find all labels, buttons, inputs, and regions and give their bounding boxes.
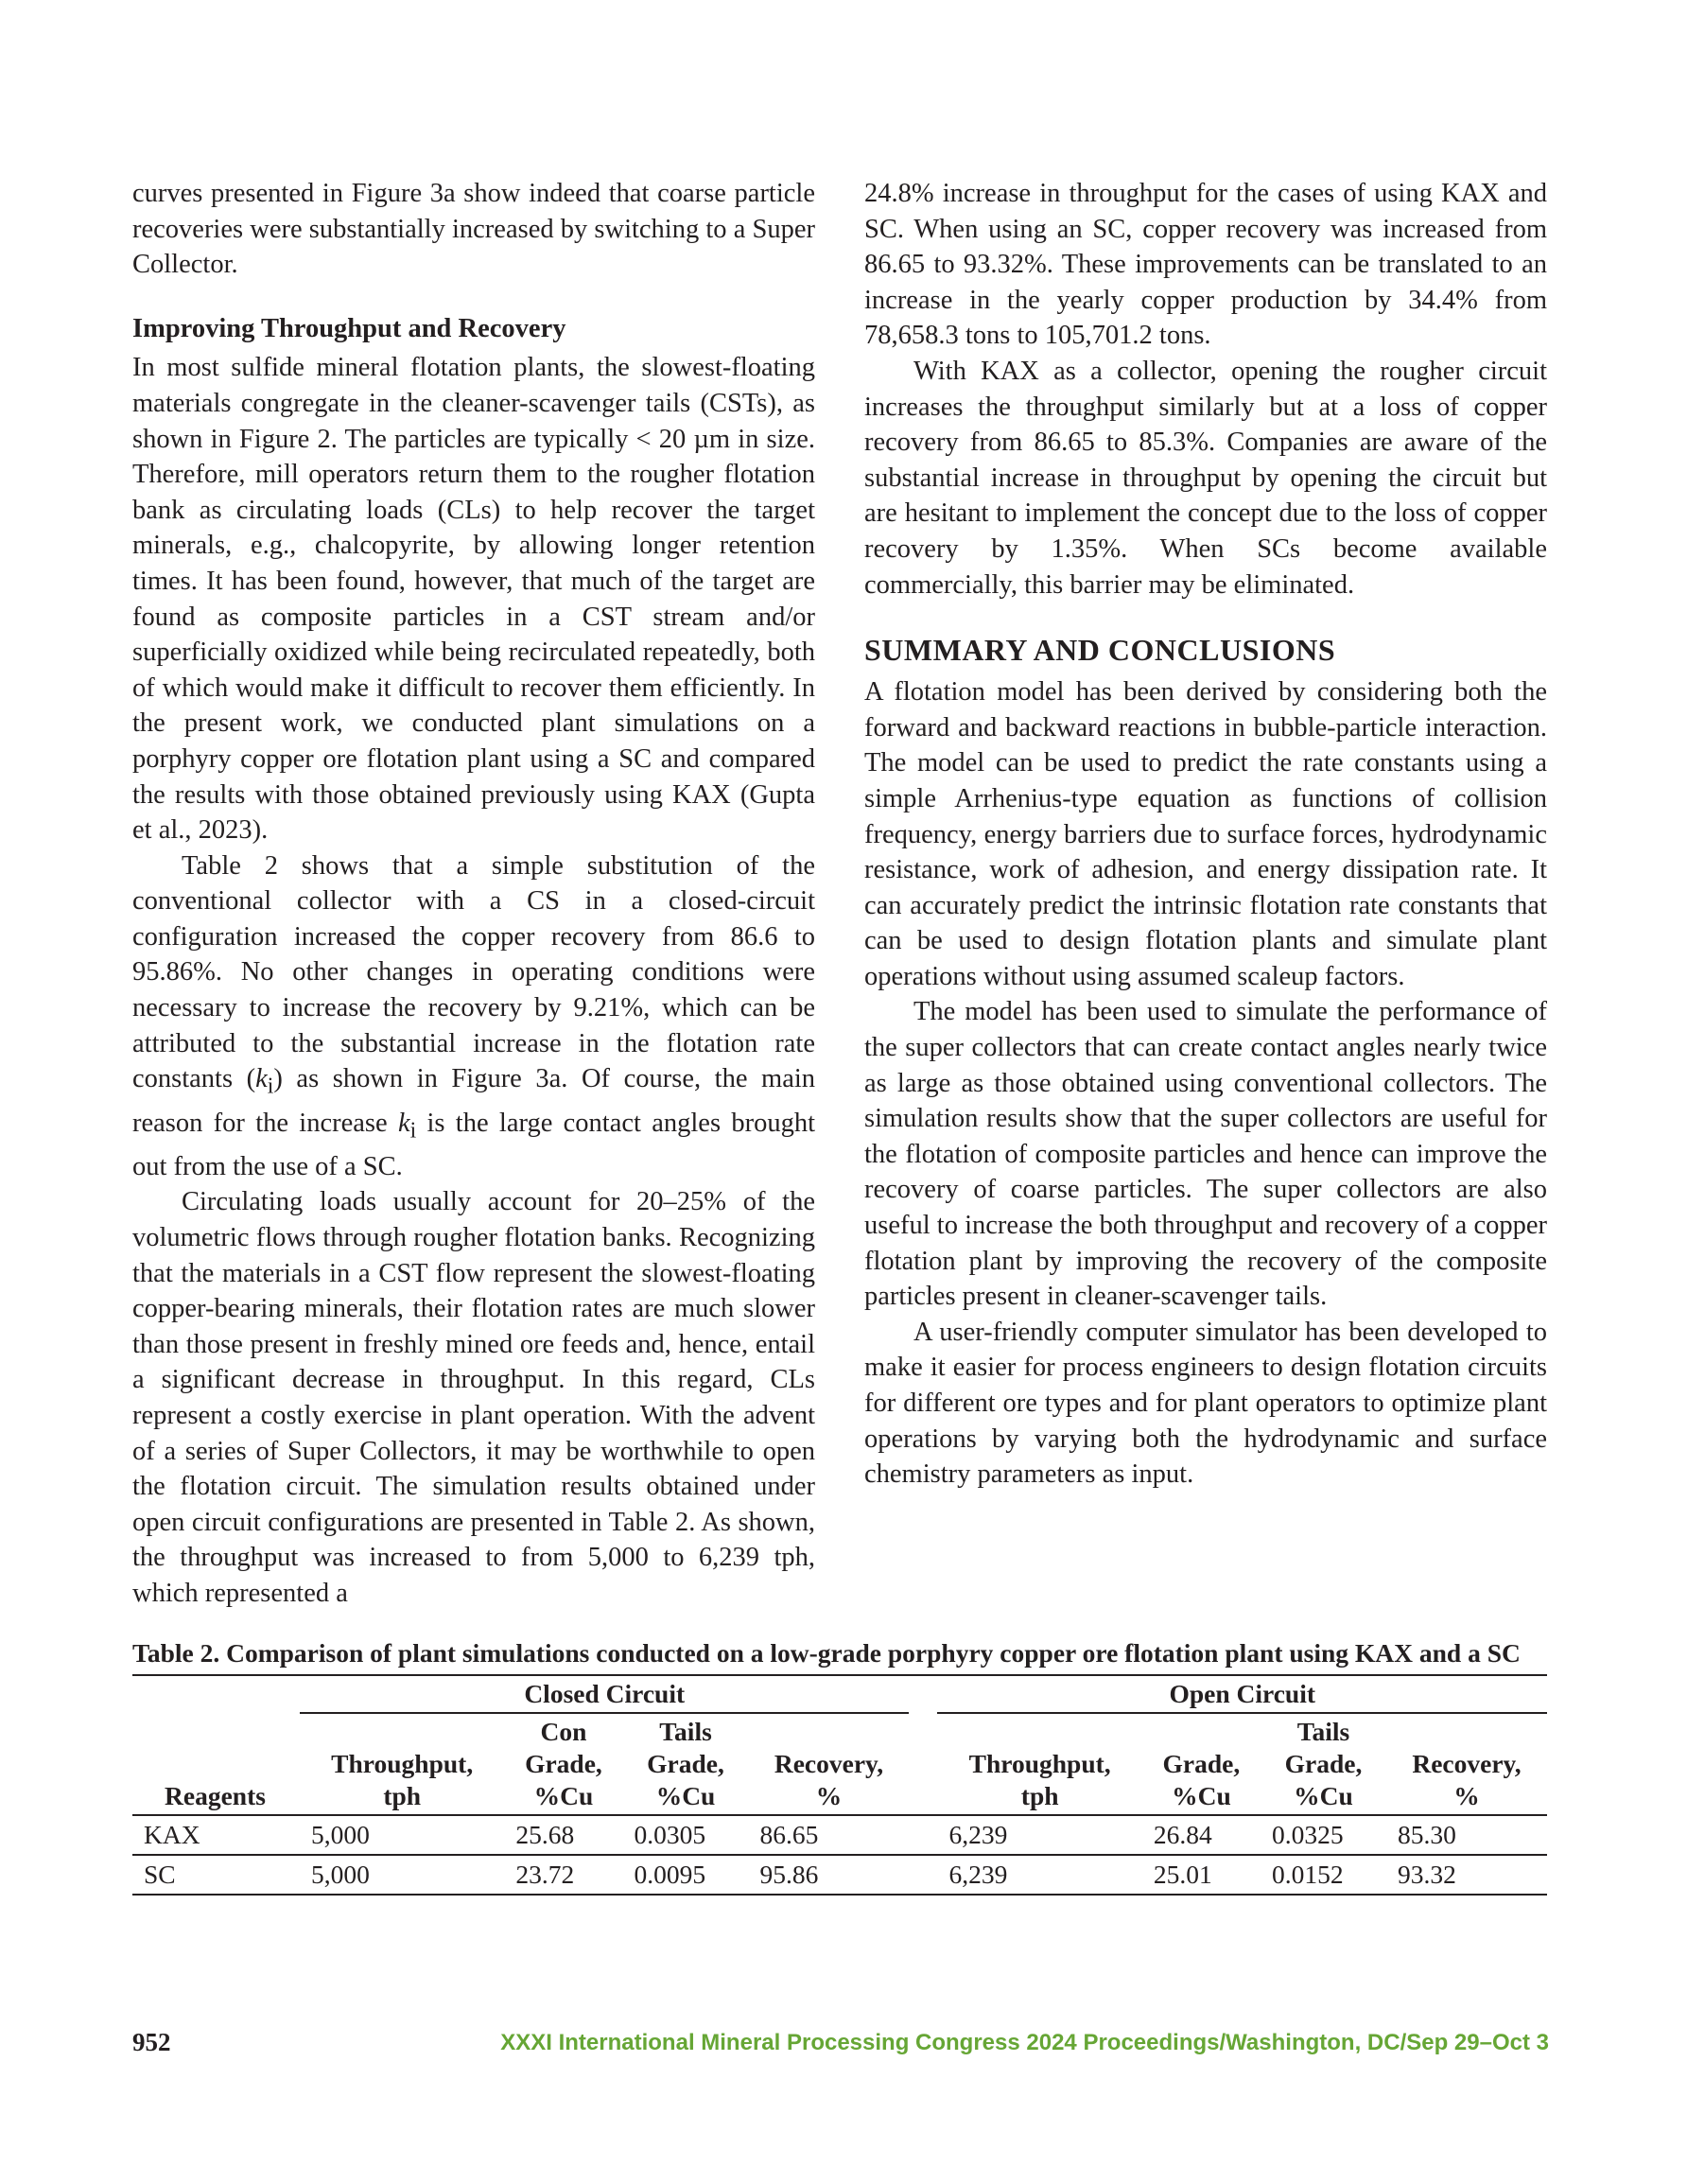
paragraph: curves presented in Figure 3a show indeed that coarse particle recoveries were substantially increased by switching to a Super Collector.: [132, 179, 815, 280]
col-closed-throughput: [300, 1713, 504, 1815]
header-text-line: Recovery,: [774, 1749, 884, 1778]
table-row: [132, 1815, 1547, 1855]
header-text-line: tph: [1020, 1781, 1059, 1810]
section-heading-throughput: Improving Throughput and Recovery: [132, 313, 566, 343]
header-text-line: Tails: [659, 1717, 712, 1746]
cell: 95.86: [749, 1855, 910, 1895]
table-group-header-row: [132, 1675, 1547, 1713]
rate-constant-symbol: k: [397, 1108, 410, 1138]
cell: 25.68: [504, 1815, 622, 1855]
header-text-line: %Cu: [655, 1781, 716, 1810]
results-table: [132, 1674, 1547, 1896]
header-text-line: Throughput,: [968, 1749, 1111, 1778]
cell: 86.65: [749, 1815, 910, 1855]
cell: 0.0095: [623, 1855, 749, 1895]
col-open-throughput: [937, 1713, 1141, 1815]
header-text-line: %: [815, 1781, 843, 1810]
cell-reagent: KAX: [132, 1815, 300, 1855]
header-text-line: Grade,: [1284, 1749, 1363, 1778]
col-reagents: Reagents: [165, 1781, 266, 1810]
rate-constant-subscript: i: [267, 1074, 274, 1099]
table-header-row: [132, 1713, 1547, 1815]
paragraph: Circulating loads usually account for 20–25% of the volumetric flows through rougher flotation banks. Recognizing that the materials in a CST flow represent the slowest-floating copper-bearing minerals, their flotation rates are much slower than those present in freshly mined ore feeds and, hence, entail a significant decrease in throughput. In this regard, CLs represent a costly exercise in plant operation. With the advent of a series of Super Collectors, it may be worthwhile to open the flotation circuit. The simulation results obtained under open circuit configurations are presented in Table 2. As shown, the throughput was increased to from 5,000 to 6,239 tph, which represented a: [132, 1187, 815, 1608]
paragraph: In most sulfide mineral flotation plants, the slowest-floating materials congregate in the cleaner-scavenger tails (CSTs), as shown in Figure 2. The particles are typically < 20 µm in size. Therefore, mill operators return them to the rougher flotation bank as circulating loads (CLs) to help recover the target minerals, e.g., chalcopyrite, by allowing longer retention times. It has been found, however, that much of the target are found as composite particles in a CST stream and/or superficially oxidized while being recirculated repeatedly, both of which would make it difficult to recover them efficiently. In the present work, we conducted plant simulations on a porphyry copper ore flotation plant using a SC and compared the results with those obtained previously using KAX (Gupta et al., 2023).: [132, 353, 815, 846]
header-text-line: Tails: [1296, 1717, 1350, 1746]
col-closed-tails-grade: [623, 1713, 749, 1815]
cell: 23.72: [504, 1855, 622, 1895]
cell: 25.01: [1142, 1855, 1261, 1895]
closed-circuit-group: Closed Circuit: [300, 1675, 909, 1713]
header-text-line: %Cu: [533, 1781, 594, 1810]
header-text-line: tph: [383, 1781, 422, 1810]
open-circuit-group: Open Circuit: [937, 1675, 1547, 1713]
table-caption: Table 2. Comparison of plant simulations conducted on a low-grade porphyry copper ore flotation plant using KAX and a SC: [132, 1638, 1521, 1668]
running-footer: XXXI International Mineral Processing Congress 2024 Proceedings/Washington, DC/Sep 29–Oct 3: [500, 2030, 1549, 2055]
cell: 5,000: [300, 1815, 504, 1855]
cell-reagent: SC: [132, 1855, 300, 1895]
right-column: [864, 176, 1547, 1493]
header-text-line: %Cu: [1294, 1781, 1353, 1810]
cell: 0.0325: [1261, 1815, 1386, 1855]
page-number: 952: [132, 2028, 171, 2056]
cell: 85.30: [1386, 1815, 1547, 1855]
rate-constant-symbol: k: [255, 1064, 268, 1094]
cell: 0.0152: [1261, 1855, 1386, 1895]
header-text-line: Grade,: [525, 1749, 602, 1778]
paragraph: A user-friendly computer simulator has been developed to make it easier for process engineers to design flotation circuits for different ore types and for plant operators to optimize plant operations by varying both the hydrodynamic and surface chemistry parameters as input.: [864, 1317, 1547, 1490]
paragraph: The model has been used to simulate the performance of the super collectors that can create contact angles nearly twice as large as those obtained using conventional collectors. The simulation results show that the super collectors are useful for the flotation of composite particles and hence can improve the recovery of coarse particles. The super collectors are also useful to increase the both throughput and recovery of a copper flotation plant by improving the recovery of the composite particles present in cleaner-scavenger tails.: [864, 997, 1547, 1312]
col-open-recovery: [1386, 1713, 1547, 1815]
col-open-tails-grade: [1261, 1713, 1386, 1815]
col-closed-con-grade: [504, 1713, 622, 1815]
paragraph: 24.8% increase in throughput for the cases of using KAX and SC. When using an SC, copper recovery was increased from 86.65 to 93.32%. These improvements can be translated to an increase in the yearly copper production by 34.4% from 78,658.3 tons to 105,701.2 tons.: [864, 179, 1547, 351]
rate-constant-subscript: i: [409, 1118, 417, 1144]
paragraph: With KAX as a collector, opening the rougher circuit increases the throughput similarly but at a loss of copper recovery from 86.65 to 85.3%. Companies are aware of the substantial increase in throughput by opening the circuit but are hesitant to implement the concept due to the loss of copper recovery by 1.35%. When SCs become available commercially, this barrier may be eliminated.: [864, 356, 1547, 600]
cell: 6,239: [937, 1815, 1141, 1855]
header-text-line: Grade,: [647, 1749, 724, 1778]
cell: 5,000: [300, 1855, 504, 1895]
table-row: [132, 1855, 1547, 1895]
text-run: is the large contact angles brought out from the use of a SC.: [132, 1108, 815, 1181]
cell: 6,239: [937, 1855, 1141, 1895]
header-text-line: Con: [540, 1717, 587, 1746]
section-heading-summary: SUMMARY AND CONCLUSIONS: [864, 633, 1336, 668]
header-text-line: Throughput,: [331, 1749, 474, 1778]
header-text-line: Grade,: [1162, 1749, 1241, 1778]
header-text-line: %: [1453, 1781, 1480, 1810]
cell: 0.0305: [623, 1815, 749, 1855]
header-text-line: %Cu: [1172, 1781, 1231, 1810]
col-open-grade: [1142, 1713, 1261, 1815]
col-closed-recovery: [749, 1713, 910, 1815]
text-run: Table 2 shows that a simple substitution of the conventional collector with a CS in a closed-circuit configuration increased the copper recovery from 86.6 to 95.86%. No other changes in operating conditions were necessary to increase the recovery by 9.21%, which can be attributed to the substantial increase in the flotation rate constants (: [132, 850, 815, 1094]
cell: 93.32: [1386, 1855, 1547, 1895]
paragraph: A flotation model has been derived by considering both the forward and backward reactions in bubble-particle interaction. The model can be used to predict the rate constants using a simple Arrhenius-type equation as functions of collision frequency, energy barriers due to surface forces, hydrodynamic resistance, work of adhesion, and energy dissipation rate. It can accurately predict the intrinsic flotation rate constants that can be used to design flotation plants and simulate plant operations without using assumed scaleup factors.: [864, 677, 1547, 991]
header-text-line: Recovery,: [1412, 1749, 1522, 1778]
cell: 26.84: [1142, 1815, 1261, 1855]
left-column: [132, 176, 815, 1612]
paragraph: [132, 848, 815, 1185]
text-run: ) as shown in Figure 3a. Of course, the main reason for the increase: [132, 1064, 816, 1138]
